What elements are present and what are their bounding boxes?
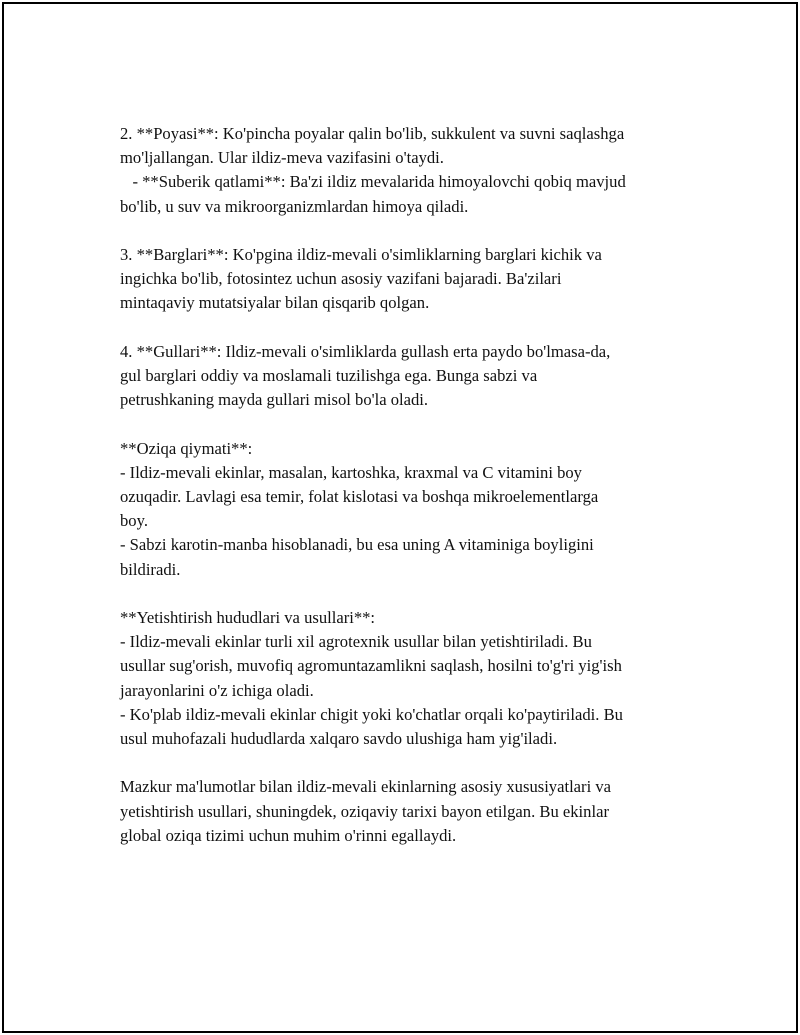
- text-line: - Sabzi karotin-manba hisoblanadi, bu esa uning A vitaminiga boyligini: [120, 535, 594, 555]
- text-line: 2. **Poyasi**: Ko'pincha poyalar qalin bo'lib, sukkulent va suvni saqlashga: [120, 124, 625, 143]
- text-line: boy.: [120, 511, 148, 531]
- paragraph-conclusion: [120, 775, 700, 848]
- paragraph-flowers: [120, 340, 700, 413]
- text-line: - **Suberik qatlami**: Ba'zi ildiz mevalarida himoyalovchi qobiq mavjud: [120, 172, 626, 192]
- document-page: [2, 2, 798, 1033]
- text-line: 3. **Barglari**: Ko'pgina ildiz-mevali o'simliklarning barglari kichik va: [120, 245, 602, 264]
- paragraph-nutrition: [120, 437, 700, 582]
- paragraph-cultivation: [120, 606, 700, 751]
- text-line: global oziqa tizimi uchun muhim o'rinni egallaydi.: [120, 825, 457, 845]
- text-line: petrushkaning mayda gullari misol bo'la oladi.: [120, 390, 429, 410]
- text-line: yetishtirish usullari, shuningdek, oziqaviy tarixi bayon etilgan. Bu ekinlar: [120, 801, 609, 821]
- text-line: - Ildiz-mevali ekinlar, masalan, kartoshka, kraxmal va C vitamini boy: [120, 462, 582, 482]
- text-line: ingichka bo'lib, fotosintez uchun asosiy vazifani bajaradi. Ba'zilari: [120, 269, 562, 289]
- text-line: **Yetishtirish hududlari va usullari**:: [120, 608, 376, 627]
- text-line: bo'lib, u suv va mikroorganizmlardan himoya qiladi.: [120, 196, 469, 216]
- text-line: Mazkur ma'lumotlar bilan ildiz-mevali ekinlarning asosiy xususiyatlari va: [120, 777, 611, 797]
- text-line: mintaqaviy mutatsiyalar bilan qisqarib qolgan.: [120, 293, 430, 313]
- paragraph-stem: [120, 122, 700, 219]
- text-line: usul muhofazali hududlarda xalqaro savdo ulushiga ham yig'iladi.: [120, 729, 558, 749]
- text-line: **Oziqa qiymati**:: [120, 438, 253, 458]
- paragraph-leaves: [120, 243, 700, 316]
- text-line: 4. **Gullari**: Ildiz-mevali o'simliklarda gullash erta paydo bo'lmasa-da,: [120, 341, 611, 361]
- text-line: gul barglari oddiy va moslamali tuzilishga ega. Bunga sabzi va: [120, 366, 538, 385]
- text-line: usullar sug'orish, muvofiq agromuntazamlikni saqlash, hosilni to'g'ri yig'ish: [120, 656, 622, 676]
- text-line: ozuqadir. Lavlagi esa temir, folat kislotasi va boshqa mikroelementlarga: [120, 487, 599, 506]
- text-line: bildiradi.: [120, 559, 181, 579]
- text-line: jarayonlarini o'z ichiga oladi.: [120, 680, 314, 700]
- text-line: - Ko'plab ildiz-mevali ekinlar chigit yoki ko'chatlar orqali ko'paytiriladi. Bu: [120, 704, 623, 724]
- document-body: [120, 122, 700, 872]
- text-line: mo'ljallangan. Ular ildiz-meva vazifasini o'taydi.: [120, 148, 444, 168]
- text-line: - Ildiz-mevali ekinlar turli xil agrotexnik usullar bilan yetishtiriladi. Bu: [120, 632, 592, 652]
